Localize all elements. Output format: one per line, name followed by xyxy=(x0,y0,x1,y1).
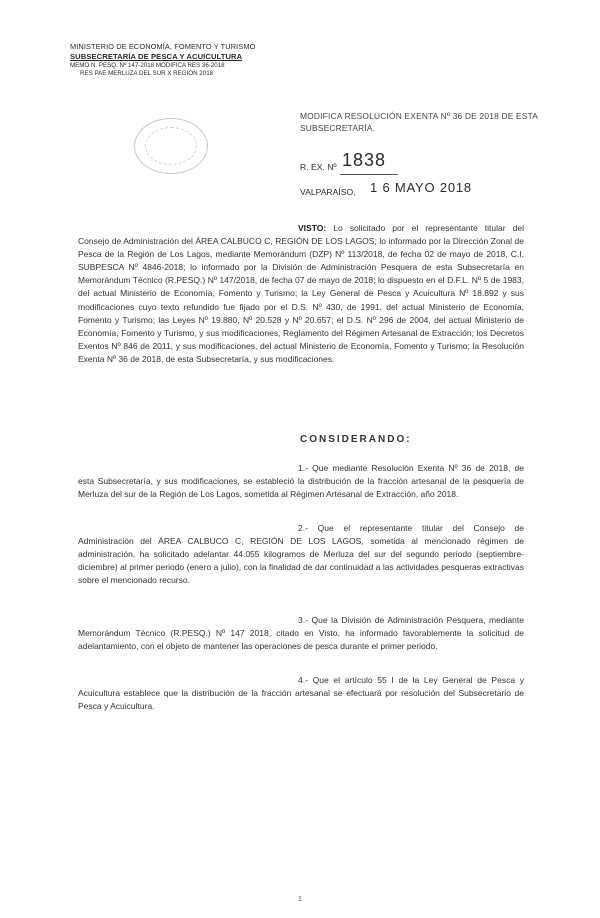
letterhead xyxy=(70,42,270,78)
considerando-text: Que el representante titular del Consejo de Administración del ÁREA CALBUCO C, REGIÓN DE LOS LAGOS, sometida al mencionado régimen de administración, ha solicitado adelantar 44.055 kilogramos de Merluza del sur del segundo periodo (septiembre-diciembre) al primer periodo (enero a julio), con la finalidad de dar continuidad a las actividades pesqueras extractivas sobre el mencionado recurso. xyxy=(78,523,524,586)
subsecretaria-name: SUBSECRETARÍA DE PESCA Y ACUICULTURA xyxy=(70,52,243,61)
page-number: 1 xyxy=(298,896,302,903)
considerando-text: Que el artículo 55 I de la Ley General de Pesca y Acuicultura establece que la distribución de la fracción artesanal se efectuará por resolución del Subsecretario de Pesca y Acuicultura. xyxy=(78,675,524,712)
considerando-item xyxy=(78,522,524,587)
considerando-item xyxy=(78,462,524,501)
considerando-heading: CONSIDERANDO: xyxy=(300,434,412,445)
considerando-text: Que la División de Administración Pesquera, mediante Memorándum Técnico (R.PESQ.) Nº 147 2018, citado en Visto, ha informado favorablemente la solicitud de adelantamiento, con el objeto de mantener las operaciones de pesca durante el primer periodo. xyxy=(78,615,524,652)
considerando-number: 1.- xyxy=(298,463,308,473)
considerando-item xyxy=(78,614,524,653)
considerando-number: 3.- xyxy=(298,615,308,625)
resolution-subject: MODIFICA RESOLUCIÓN EXENTA Nº 36 DE 2018 DE ESTA SUBSECRETARÍA. xyxy=(300,111,538,133)
visto-lead: VISTO: xyxy=(298,223,327,233)
visto-text: Lo solicitado por el representante titular del Consejo de Administración del ÁREA CALBUCO C, REGIÓN DE LOS LAGOS; lo informado por la Dirección Zonal de Pesca de la Región de Los Lagos, mediante Memorándum (DZP) Nº 113/2018, de fecha 02 de mayo de 2018, C.I. SUBPESCA Nº 4846-2018; lo informado por la División de Administración Pesquera de esta Subsecretaría en Memorándum Técnico (R.PESQ.) Nº 147/2018, de fecha 07 de mayo de 2018; lo dispuesto en el D.F.L. Nº 5 de 1983, del actual Ministerio de Economía, Fomento y Turismo; la Ley General de Pesca y Acuicultura Nº 18.892 y sus modificaciones cuyo texto refundido fue fijado por el D.S. Nº 430, de 1991, del actual Ministerio de Economía, Fomento y Turismo; las Leyes Nº 19.880, Nº 20.528 y Nº 20.657; el D.S. Nº 296 de 2004, del actual Ministerio de Economía, Fomento y Turismo, y sus modificaciones, Reglamento del Régimen Artesanal de Extracción; los Decretos Exentos Nº 846 de 2011, y sus modificaciones, del actual Ministerio de Economía, Fomento y Turismo; la Resolución Exenta Nº 36 de 2018, de esta Subsecretaría, y sus modificaciones. xyxy=(78,223,524,364)
resolution-number-block xyxy=(300,150,540,180)
place-date-block xyxy=(300,180,540,204)
official-stamp-icon xyxy=(134,118,208,174)
considerando-item xyxy=(78,674,524,713)
resolution-number-label: R. EX. Nº xyxy=(300,162,337,172)
visto-paragraph xyxy=(78,222,524,366)
resolution-underline xyxy=(340,174,398,175)
ministry-name: MINISTERIO DE ECONOMÍA, FOMENTO Y TURISMO xyxy=(70,42,256,51)
considerando-number: 4.- xyxy=(298,675,308,685)
considerando-text: Que mediante Resolución Exenta Nº 36 de 2018, de esta Subsecretaría, y sus modificaciones, se estableció la distribución de la fracción artesanal de la pesquería de Merluza del sur de la Región de Los Lagos, sometida al Régimen Artesanal de Extracción, año 2018. xyxy=(78,463,524,500)
resolution-number: 1838 xyxy=(342,150,387,170)
considerando-number: 2.- xyxy=(298,523,308,533)
reference-line: MEMO N. PESQ. Nº 147-2018 MODIFICA RES 36-2018 xyxy=(70,62,225,69)
reference-line: RES PAE MERLUZA DEL SUR X REGIÓN 2018 xyxy=(80,70,214,77)
place-label: VALPARAÍSO, xyxy=(300,187,356,197)
resolution-subject-block xyxy=(300,110,540,134)
date-stamp: 1 6 MAYO 2018 xyxy=(370,180,472,195)
